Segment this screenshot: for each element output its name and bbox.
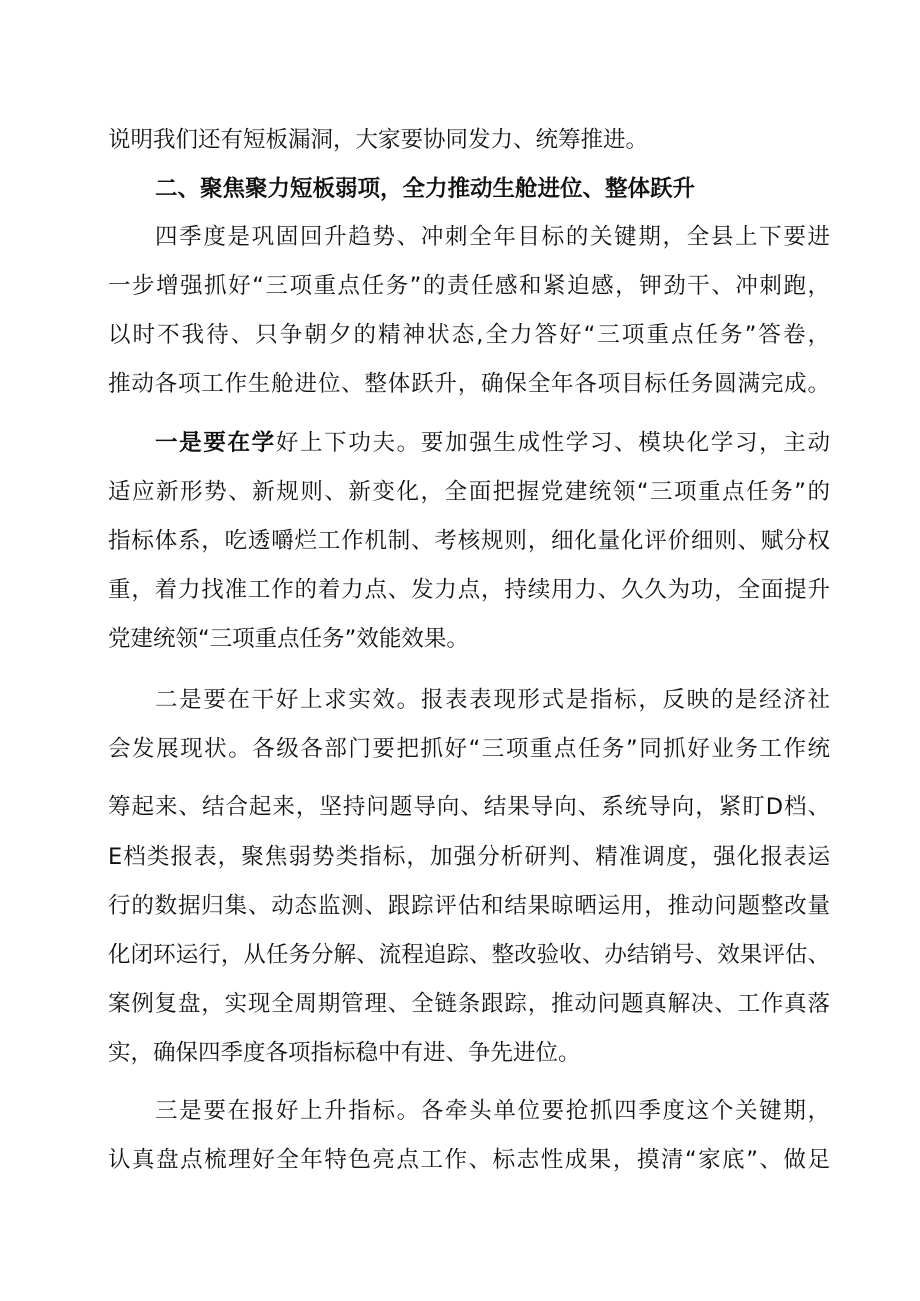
text-line: 说明我们还有短板漏洞，大家要协同发力、统筹推进。 [108,127,649,153]
text-line: 筹起来、结合起来，坚持问题导向、结果导向、系统导向，紧盯D档、 [108,794,830,820]
text-line: 实，确保四季度各项指标稳中有进、争先进位。 [108,1040,581,1066]
text-run: 好上下功夫。要加强生成性学习、模块化学习，主动 [275,430,830,456]
bold-lead: 一是要在学 [155,430,276,456]
text-line: E档类报表，聚焦弱势类指标，加强分析研判、精准调度，强化报表运 [108,844,830,870]
section-heading: 二、聚焦聚力短板弱项，全力推动生舱进位、整体跃升 [155,176,696,202]
text-line: 指标体系，吃透嚼烂工作机制、考核规则，细化量化评价细则、赋分权 [108,528,830,554]
text-line: 会发展现状。各级各部门要把抓好“三项重点任务”同抓好业务工作统 [108,736,830,762]
text-line: 三是要在报好上升指标。各牵头单位要抢抓四季度这个关键期， [155,1098,830,1124]
text-line: 二是要在干好上求实效。报表表现形式是指标，反映的是经济社 [155,687,830,713]
text-line: 适应新形势、新规则、新变化，全面把握党建统领“三项重点任务”的 [108,479,830,505]
text-line: 推动各项工作生舱进位、整体跃升，确保全年各项目标任务圆满完成。 [108,371,830,397]
text-line: 化闭环运行，从任务分解、流程追踪、整改验收、办结销号、效果评估、 [108,942,830,968]
text-line: 行的数据归集、动态监测、跟踪评估和结果晾晒运用，推动问题整改量 [108,893,830,919]
text-line: 重，着力找准工作的着力点、发力点，持续用力、久久为功，全面提升 [108,577,830,603]
text-line [155,428,830,458]
text-line: 认真盘点梳理好全年特色亮点工作、标志性成果，摸清“家底”、做足 [108,1147,830,1173]
text-line: 四季度是巩固回升趋势、冲刺全年目标的关键期，全县上下要进 [155,224,830,250]
text-line: 案例复盘，实现全周期管理、全链条跟踪，推动问题真解决、工作真落 [108,991,830,1017]
text-line: 党建统领“三项重点任务”效能效果。 [108,626,469,652]
text-line: 一步增强抓好“三项重点任务”的责任感和紧迫感，钾劲干、冲刺跑， [108,273,830,299]
text-line: 以时不我待、只争朝夕的精神状态,全力答好“三项重点任务”答卷， [108,322,830,348]
